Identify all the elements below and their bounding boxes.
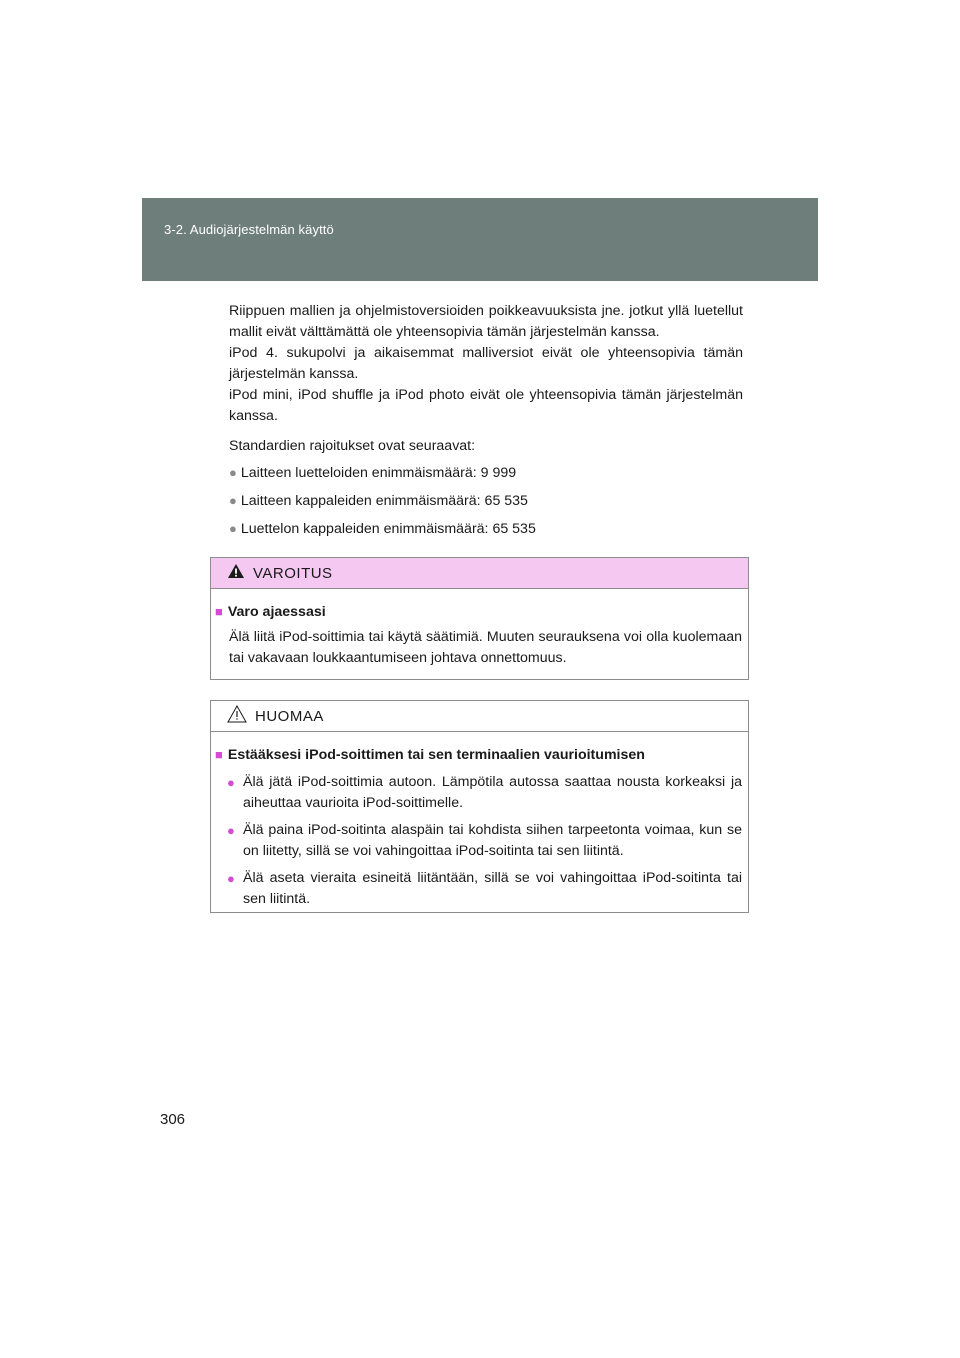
list-item: ● Luettelon kappaleiden enimmäismäärä: 65 535 xyxy=(229,521,536,537)
square-bullet-icon: ■ xyxy=(215,604,223,619)
intro-text xyxy=(229,301,743,546)
warning-triangle-filled-icon xyxy=(227,563,245,584)
bullet-dot-icon: ● xyxy=(229,521,237,536)
notice-box-body xyxy=(211,732,748,910)
section-header-band xyxy=(142,198,818,281)
section-title: 3-2. Audiojärjestelmän käyttö xyxy=(164,222,334,237)
bullet-dot-icon: ● xyxy=(229,493,237,508)
warning-box-header xyxy=(211,558,748,589)
bullet-dot-icon: ● xyxy=(229,465,237,480)
warning-box xyxy=(210,557,749,680)
warning-label: VAROITUS xyxy=(253,564,333,582)
page-number: 306 xyxy=(160,1111,186,1128)
notice-label: HUOMAA xyxy=(255,707,324,725)
notice-box-header xyxy=(211,701,748,732)
bullet-dot-icon: ● xyxy=(227,871,235,886)
list-item: ● Älä jätä iPod-soittimia autoon. Lämpötila autossa saattaa nousta korkeaksi ja aiheuttaa vaurioita iPod-soittimelle. xyxy=(215,772,742,814)
notice-section-title: ■ Estääksesi iPod-soittimen tai sen terminaalien vaurioitumisen xyxy=(215,744,742,766)
list-item: ● Älä aseta vieraita esineitä liitäntään, sillä se voi vahingoittaa iPod-soitinta tai sen liitintä. xyxy=(215,868,742,910)
compat-paragraph-1: Riippuen mallien ja ohjelmistoversioiden poikkeavuuksista jne. jotkut yllä luetellut mallit eivät välttämättä ole yhteensopivia tämän järjestelmän kanssa. xyxy=(229,303,743,340)
warning-text: Älä liitä iPod-soittimia tai käytä säätimiä. Muuten seurauksena voi olla kuolemaan tai vakavaan loukkaantumiseen johtava onnettomuus. xyxy=(229,629,742,666)
list-item: ● Älä paina iPod-soitinta alaspäin tai kohdista siihen tarpeetonta voimaa, kun se on liitetty, sillä se voi vahingoittaa iPod-soitinta tai sen liitintä. xyxy=(215,820,742,862)
compat-paragraph-3: iPod mini, iPod shuffle ja iPod photo eivät ole yhteensopivia tämän järjestelmän kanssa. xyxy=(229,387,743,424)
warning-triangle-outline-icon xyxy=(227,705,247,728)
list-item: ● Laitteen luetteloiden enimmäismäärä: 9 999 xyxy=(229,465,517,481)
limits-list xyxy=(229,462,743,540)
compat-paragraph-2: iPod 4. sukupolvi ja aikaisemmat malliversiot eivät ole yhteensopivia tämän järjestelmän kanssa. xyxy=(229,345,743,382)
warning-section-title: ■ Varo ajaessasi xyxy=(215,601,742,623)
bullet-dot-icon: ● xyxy=(227,823,235,838)
bullet-dot-icon: ● xyxy=(227,775,235,790)
list-item: ● Laitteen kappaleiden enimmäismäärä: 65 535 xyxy=(229,493,528,509)
square-bullet-icon: ■ xyxy=(215,747,223,762)
notice-box xyxy=(210,700,749,913)
warning-box-body xyxy=(211,589,748,669)
limits-lead: Standardien rajoitukset ovat seuraavat: xyxy=(229,438,476,454)
